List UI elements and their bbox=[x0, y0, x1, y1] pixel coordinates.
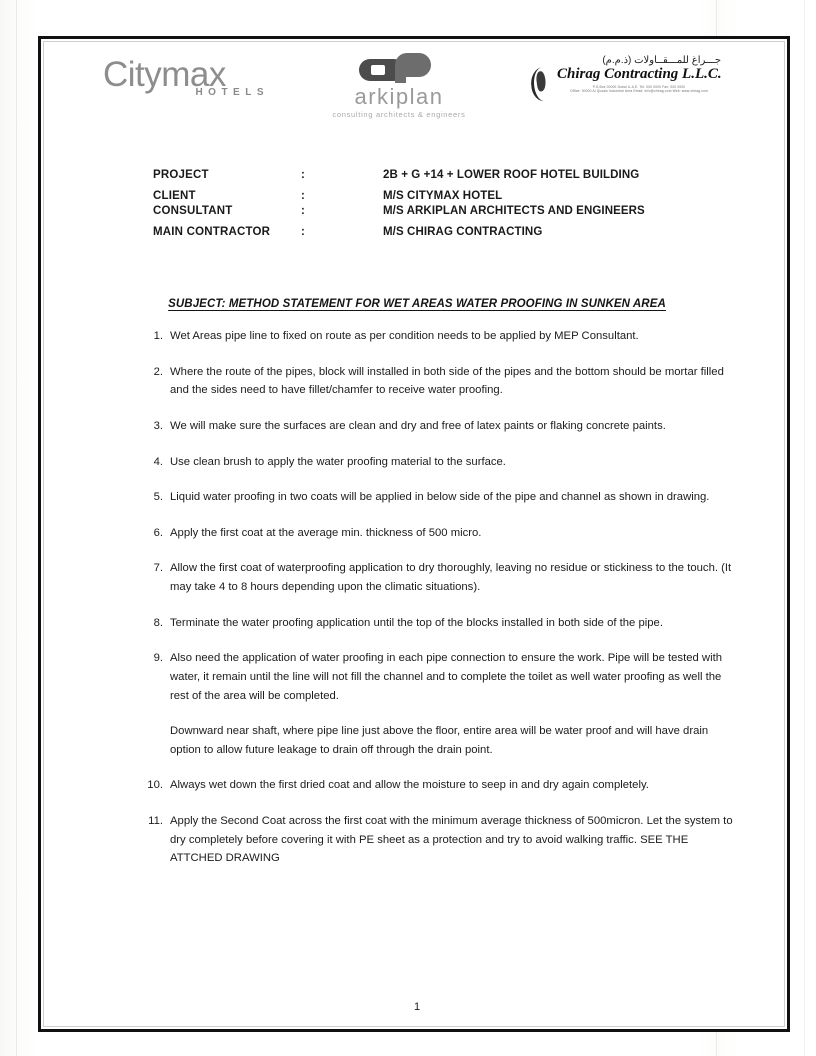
info-row-project bbox=[153, 169, 713, 181]
arkiplan-wordmark: arkiplan bbox=[354, 84, 444, 109]
list-item bbox=[137, 327, 737, 346]
list-item-text: Use clean brush to apply the water proofing material to the surface. bbox=[170, 455, 506, 468]
scan-streak-edge bbox=[804, 0, 805, 1056]
scan-streak-left bbox=[16, 0, 17, 1056]
info-row-main-contractor bbox=[153, 226, 713, 238]
list-item bbox=[137, 776, 737, 795]
list-item bbox=[137, 649, 737, 705]
info-row-consultant bbox=[153, 205, 713, 217]
list-item-number: 1. bbox=[153, 330, 163, 342]
method-statement-list bbox=[137, 327, 737, 885]
unnumbered-paragraph: Downward near shaft, where pipe line just above the floor, entire area will be water proof and will have drain option to allow future leakage to drain off through the drain point. bbox=[170, 725, 709, 756]
chirag-arabic-name: جـــراغ للمـــقــاولات (ذ.م.م) bbox=[602, 55, 721, 66]
page-number: 1 bbox=[413, 1001, 421, 1013]
project-info-block bbox=[153, 169, 713, 247]
info-colon: : bbox=[301, 190, 305, 202]
citymax-logo bbox=[103, 57, 273, 98]
list-item bbox=[137, 453, 737, 472]
document-border-frame bbox=[38, 36, 790, 1032]
chirag-address-line-2: Office: 00000 Al Qusais Industrial Area Email: info@chirag.com Web: www.chirag.com bbox=[570, 88, 708, 93]
list-item-text: Where the route of the pipes, block will installed in both side of the pipes and the bottom should be mortar filled and the sides need to have fillet/chamfer to receive water proofing. bbox=[170, 365, 724, 397]
arkiplan-logo bbox=[309, 53, 489, 119]
info-label: MAIN CONTRACTOR bbox=[153, 226, 271, 238]
list-item-number: 7. bbox=[153, 562, 163, 575]
info-colon: : bbox=[301, 226, 305, 238]
info-label: CLIENT bbox=[153, 190, 196, 202]
list-item-text: Always wet down the first dried coat and allow the moisture to seep in and dry again completely. bbox=[170, 779, 649, 792]
list-item bbox=[137, 524, 737, 543]
subject-heading bbox=[41, 294, 793, 312]
list-item-number: 5. bbox=[153, 491, 163, 504]
list-item-text: Apply the first coat at the average min. thickness of 500 micro. bbox=[170, 526, 482, 539]
list-item bbox=[137, 614, 737, 633]
list-item-number: 2. bbox=[153, 365, 163, 378]
info-value: 2B + G +14 + LOWER ROOF HOTEL BUILDING bbox=[383, 169, 640, 181]
list-item-number: 3. bbox=[153, 419, 163, 432]
list-item-number: 11. bbox=[148, 815, 163, 827]
list-item-text: Liquid water proofing in two coats will be applied in below side of the pipe and channel as shown in drawing. bbox=[170, 491, 710, 504]
chirag-flourish-icon bbox=[529, 65, 558, 102]
citymax-wordmark: Citymax bbox=[103, 55, 226, 94]
info-value: M/S ARKIPLAN ARCHITECTS AND ENGINEERS bbox=[383, 205, 645, 217]
letterhead-logo-row bbox=[41, 45, 793, 125]
list-item-number: 6. bbox=[153, 526, 163, 539]
list-item-number: 4. bbox=[153, 455, 163, 468]
chirag-logo bbox=[531, 55, 721, 93]
chirag-wordmark: Chirag Contracting L.L.C. bbox=[557, 66, 722, 82]
info-value: M/S CHIRAG CONTRACTING bbox=[383, 226, 543, 238]
list-item-number: 9. bbox=[153, 652, 163, 665]
list-item-text: Allow the first coat of waterproofing application to dry thoroughly, leaving no residue or stickiness to the touch. (It may take 4 to 8 hours depending upon the climatic situations). bbox=[170, 562, 732, 593]
arkiplan-mark-icon bbox=[353, 53, 445, 83]
list-item-text: Also need the application of water proofing in each pipe connection to ensure the work. Pipe will be tested with water, it remain until the line will not fill the channel and to complete the toilet as well water proofing as well the rest of the area will be completed. bbox=[170, 652, 723, 702]
list-item bbox=[137, 488, 737, 507]
info-label: CONSULTANT bbox=[153, 205, 233, 217]
info-label: PROJECT bbox=[153, 169, 209, 181]
info-colon: : bbox=[301, 205, 305, 217]
list-item bbox=[137, 363, 737, 400]
info-value: M/S CITYMAX HOTEL bbox=[383, 190, 503, 202]
list-item bbox=[137, 417, 737, 436]
info-colon: : bbox=[301, 169, 305, 181]
citymax-subtitle: HOTELS bbox=[195, 87, 269, 98]
list-item-text: Terminate the water proofing application until the top of the blocks installed in both side of the pipe. bbox=[170, 616, 663, 629]
document-page bbox=[41, 39, 793, 1035]
list-item-text: Wet Areas pipe line to fixed on route as per condition needs to be applied by MEP Consultant. bbox=[170, 330, 639, 342]
arkiplan-tagline: consulting architects & engineers bbox=[332, 110, 466, 119]
subject-text: SUBJECT: METHOD STATEMENT FOR WET AREAS WATER PROOFING IN SUNKEN AREA bbox=[168, 298, 666, 310]
list-item-number: 10. bbox=[147, 779, 163, 792]
info-row-client bbox=[153, 190, 713, 202]
chirag-address-line-1: P.O.Box 00000 Dubai U.A.E. Tel: 000 0000 Fax: 000 0000 bbox=[592, 84, 686, 89]
list-item-text: We will make sure the surfaces are clean and dry and free of latex paints or flaking concrete paints. bbox=[170, 419, 666, 432]
list-item-number: 8. bbox=[153, 616, 163, 629]
list-item bbox=[137, 812, 737, 868]
list-item bbox=[137, 559, 737, 596]
list-item-text: Apply the Second Coat across the first coat with the minimum average thickness of 500micron. Let the system to dry completely before covering it with PE sheet as a protection and try to avoid walking traffic. SEE THE ATTCHED DRAWING bbox=[170, 815, 733, 865]
